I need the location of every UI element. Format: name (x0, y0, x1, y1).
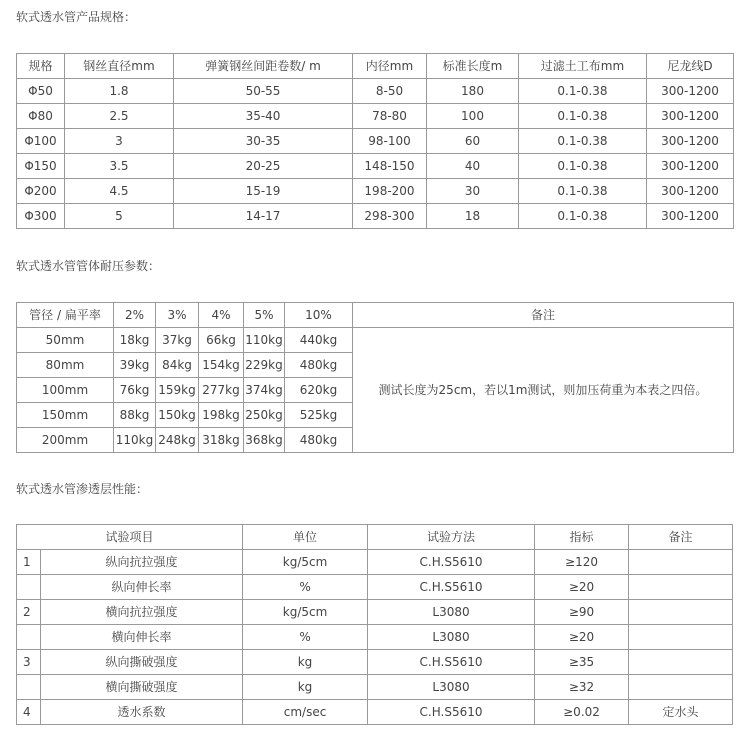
column-header: 试验方法 (368, 525, 535, 550)
table-cell: 0.1-0.38 (519, 179, 647, 204)
table-cell: 180 (427, 79, 519, 104)
column-header: 尼龙线D (647, 54, 734, 79)
table-row (17, 575, 733, 600)
table-cell: ≥20 (535, 575, 629, 600)
column-header: 3% (156, 303, 199, 328)
table-cell: 110kg (244, 328, 285, 353)
table-cell: 60 (427, 129, 519, 154)
table-row (17, 204, 734, 229)
table-cell: kg/5cm (243, 550, 368, 575)
table-cell: 150mm (17, 403, 114, 428)
table-cell: Φ150 (17, 154, 65, 179)
table-cell: Φ80 (17, 104, 65, 129)
table-cell: 84kg (156, 353, 199, 378)
table-cell: 154kg (199, 353, 244, 378)
table-cell: 50mm (17, 328, 114, 353)
table-cell: 110kg (114, 428, 156, 453)
row-number (17, 675, 41, 700)
table-cell: 39kg (114, 353, 156, 378)
table-cell: 30 (427, 179, 519, 204)
table-cell: 3 (65, 129, 174, 154)
column-header: 单位 (243, 525, 368, 550)
column-header: 试验项目 (17, 525, 243, 550)
table-cell: 0.1-0.38 (519, 104, 647, 129)
table-cell: 横向伸长率 (41, 625, 243, 650)
table-cell: 40 (427, 154, 519, 179)
column-header: 过滤土工布mm (519, 54, 647, 79)
pressure-resistance-table (16, 302, 734, 453)
table-cell: 透水系数 (41, 700, 243, 725)
table-cell: kg (243, 675, 368, 700)
table-cell: 76kg (114, 378, 156, 403)
table-cell: L3080 (368, 625, 535, 650)
table-cell: ≥32 (535, 675, 629, 700)
table-cell (629, 625, 733, 650)
table-cell: L3080 (368, 675, 535, 700)
table-cell: 277kg (199, 378, 244, 403)
table-cell: 300-1200 (647, 204, 734, 229)
table-cell: L3080 (368, 600, 535, 625)
table-cell: cm/sec (243, 700, 368, 725)
column-header: 指标 (535, 525, 629, 550)
table-row (17, 675, 733, 700)
table-cell: 0.1-0.38 (519, 79, 647, 104)
section2-heading: 软式透水管管体耐压参数： (16, 259, 161, 273)
table-row (17, 625, 733, 650)
table-cell: Φ300 (17, 204, 65, 229)
column-header: 10% (285, 303, 353, 328)
table-cell: 50-55 (174, 79, 353, 104)
table-cell: 525kg (285, 403, 353, 428)
table-cell: 480kg (285, 353, 353, 378)
table-cell: 150kg (156, 403, 199, 428)
table-cell: 318kg (199, 428, 244, 453)
table-header-row (17, 54, 734, 79)
table-cell: 198kg (199, 403, 244, 428)
row-number: 3 (17, 650, 41, 675)
table-cell: 300-1200 (647, 154, 734, 179)
table-row (17, 700, 733, 725)
table-cell: 298-300 (353, 204, 427, 229)
table-row (17, 179, 734, 204)
table-cell: 37kg (156, 328, 199, 353)
table-cell: 248kg (156, 428, 199, 453)
table-cell: 8-50 (353, 79, 427, 104)
table-row (17, 79, 734, 104)
table-cell: 0.1-0.38 (519, 154, 647, 179)
table-cell: 15-19 (174, 179, 353, 204)
table-cell (629, 550, 733, 575)
table-cell: 620kg (285, 378, 353, 403)
table-cell: C.H.S5610 (368, 700, 535, 725)
table-cell: 98-100 (353, 129, 427, 154)
row-number (17, 625, 41, 650)
table-row (17, 104, 734, 129)
table-cell: 4.5 (65, 179, 174, 204)
table-cell: C.H.S5610 (368, 650, 535, 675)
column-header: 5% (244, 303, 285, 328)
section3-heading: 软式透水管渗透层性能： (16, 482, 149, 496)
table-cell: 374kg (244, 378, 285, 403)
column-header: 弹簧钢丝间距卷数/ m (174, 54, 353, 79)
table-cell: C.H.S5610 (368, 550, 535, 575)
table-row (17, 328, 734, 353)
table-cell: 300-1200 (647, 104, 734, 129)
table-cell: 纵向撕破强度 (41, 650, 243, 675)
table-row (17, 550, 733, 575)
table-cell: 300-1200 (647, 179, 734, 204)
table-cell: 66kg (199, 328, 244, 353)
row-number (17, 575, 41, 600)
table-cell: 18kg (114, 328, 156, 353)
column-header: 备注 (629, 525, 733, 550)
table-cell: 30-35 (174, 129, 353, 154)
table-cell: ≥0.02 (535, 700, 629, 725)
remarks-cell: 测试长度为25cm，若以1m测试，则加压荷重为本表之四倍。 (353, 328, 734, 453)
table-cell: 88kg (114, 403, 156, 428)
table-cell: 纵向伸长率 (41, 575, 243, 600)
row-number: 4 (17, 700, 41, 725)
table-cell: 定水头 (629, 700, 733, 725)
column-header: 4% (199, 303, 244, 328)
table-header-row (17, 525, 733, 550)
column-header: 标准长度m (427, 54, 519, 79)
table-cell: 100mm (17, 378, 114, 403)
table-cell: 0.1-0.38 (519, 204, 647, 229)
table-cell: Φ50 (17, 79, 65, 104)
column-header: 内径mm (353, 54, 427, 79)
column-header: 规格 (17, 54, 65, 79)
table-cell: ≥90 (535, 600, 629, 625)
table-cell (629, 600, 733, 625)
table-header-row (17, 303, 734, 328)
table-cell (629, 675, 733, 700)
table-cell: 80mm (17, 353, 114, 378)
table-cell: 78-80 (353, 104, 427, 129)
table-cell: 1.8 (65, 79, 174, 104)
table-cell: 148-150 (353, 154, 427, 179)
table-cell: 14-17 (174, 204, 353, 229)
table-cell: 440kg (285, 328, 353, 353)
table-cell: ≥35 (535, 650, 629, 675)
row-number: 1 (17, 550, 41, 575)
table-cell: 229kg (244, 353, 285, 378)
column-header: 管径 / 扁平率 (17, 303, 114, 328)
permeable-layer-table (16, 524, 733, 725)
table-cell: 300-1200 (647, 79, 734, 104)
column-header: 钢丝直径mm (65, 54, 174, 79)
table-cell: 250kg (244, 403, 285, 428)
column-header: 备注 (353, 303, 734, 328)
table-cell: kg (243, 650, 368, 675)
table-cell: 300-1200 (647, 129, 734, 154)
table-cell: Φ200 (17, 179, 65, 204)
table-cell: 35-40 (174, 104, 353, 129)
table-cell: ≥20 (535, 625, 629, 650)
column-header: 2% (114, 303, 156, 328)
table-cell: 0.1-0.38 (519, 129, 647, 154)
table-row (17, 600, 733, 625)
table-cell (629, 575, 733, 600)
table-cell: kg/5cm (243, 600, 368, 625)
table-cell: 100 (427, 104, 519, 129)
table-cell: 2.5 (65, 104, 174, 129)
table-cell (629, 650, 733, 675)
row-number: 2 (17, 600, 41, 625)
table-cell: 纵向抗拉强度 (41, 550, 243, 575)
section1-heading: 软式透水管产品规格： (16, 10, 137, 24)
table-cell: 480kg (285, 428, 353, 453)
table-cell: 198-200 (353, 179, 427, 204)
table-cell: 368kg (244, 428, 285, 453)
table-cell: 200mm (17, 428, 114, 453)
table-cell: 159kg (156, 378, 199, 403)
table-row (17, 154, 734, 179)
table-cell: 20-25 (174, 154, 353, 179)
table-cell: 横向抗拉强度 (41, 600, 243, 625)
table-cell: % (243, 625, 368, 650)
table-cell: % (243, 575, 368, 600)
table-cell: 3.5 (65, 154, 174, 179)
table-row (17, 650, 733, 675)
table-cell: ≥120 (535, 550, 629, 575)
table-cell: C.H.S5610 (368, 575, 535, 600)
product-spec-table (16, 53, 734, 229)
table-cell: Φ100 (17, 129, 65, 154)
table-cell: 18 (427, 204, 519, 229)
table-row (17, 129, 734, 154)
table-cell: 横向撕破强度 (41, 675, 243, 700)
table-cell: 5 (65, 204, 174, 229)
